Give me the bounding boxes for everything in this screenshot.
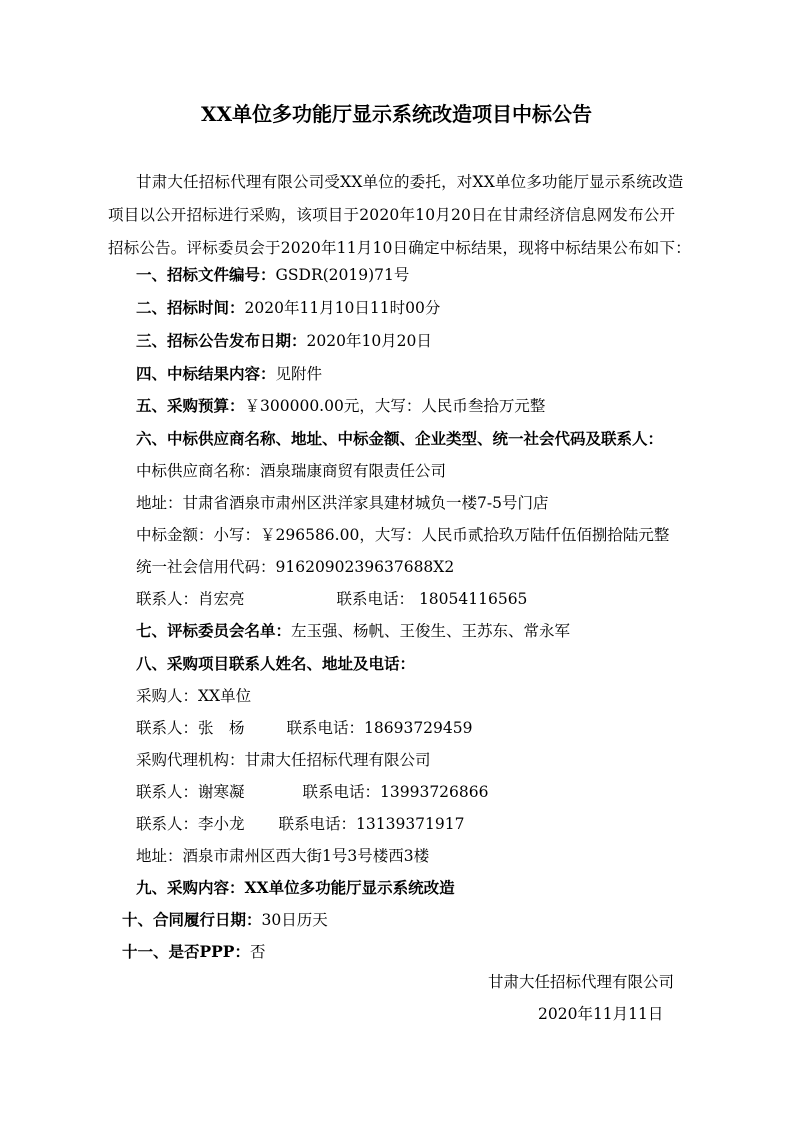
agency-address: 地址：酒泉市肃州区西大街1号3号楼西3楼	[136, 847, 430, 865]
supplier-contact	[136, 587, 527, 611]
item-value: 否	[249, 943, 266, 961]
item-value: 30日历天	[261, 911, 328, 929]
item-budget	[136, 394, 545, 418]
item-label: 五、采购预算：	[136, 396, 245, 415]
item-publish-date	[136, 329, 432, 353]
item-label: 十、合同履行日期：	[122, 910, 262, 929]
item-value: XX单位多功能厅显示系统改造	[244, 878, 455, 897]
item-value: GSDR(2019)71号	[275, 266, 410, 284]
bid-amount: 中标金额：小写：￥296586.00，大写：人民币贰拾玖万陆仟伍佰捌拾陆元整	[136, 526, 670, 544]
credit-code: 统一社会信用代码：9162090239637688X2	[136, 558, 455, 576]
supplier-name: 中标供应商名称：酒泉瑞康商贸有限责任公司	[136, 462, 447, 480]
item-label: 八、采购项目联系人姓名、地址及电话：	[136, 654, 416, 673]
contact-name: 联系人：肖宏亮	[136, 590, 245, 608]
item-committee	[136, 619, 570, 643]
intro-line-3: 招标公告。评标委员会于2020年11月10日确定中标结果，现将中标结果公布如下：	[108, 239, 691, 257]
signature-date: 2020年11月11日	[538, 1005, 664, 1023]
contact-phone: 联系电话：13139371917	[278, 815, 465, 833]
signature-company: 甘肃大任招标代理有限公司	[488, 973, 675, 991]
item-value: 2020年10月20日	[306, 332, 432, 350]
agency-contact-1	[136, 780, 489, 804]
item-ppp	[122, 940, 265, 964]
contact-phone: 联系电话： 18054116565	[336, 590, 528, 608]
item-result-content	[136, 362, 322, 386]
item-bid-time	[136, 296, 440, 320]
item-purchaser-heading	[136, 652, 415, 676]
item-value: 2020年11月10日11时00分	[244, 299, 441, 317]
contact-name: 联系人：张 杨	[136, 719, 245, 737]
contact-phone: 联系电话：13993726866	[302, 783, 489, 801]
item-label: 九、采购内容：	[136, 878, 245, 897]
item-label: 十一、是否PPP：	[122, 942, 250, 961]
item-label: 三、招标公告发布日期：	[136, 331, 307, 350]
item-label: 六、中标供应商名称、地址、中标金额、企业类型、统一社会代码及联系人：	[136, 429, 664, 448]
item-value: 见附件	[275, 365, 323, 383]
supplier-address: 地址：甘肃省酒泉市肃州区洪洋家具建材城负一楼7-5号门店	[136, 494, 549, 512]
purchaser-contact	[136, 716, 473, 740]
item-label: 一、招标文件编号：	[136, 265, 276, 284]
purchaser: 采购人：XX单位	[136, 687, 252, 705]
item-value: 左玉强、杨帆、王俊生、王苏东、常永军	[291, 622, 571, 640]
contact-phone: 联系电话：18693729459	[286, 719, 473, 737]
item-content	[136, 876, 455, 900]
item-doc-no	[136, 263, 409, 287]
item-label: 七、评标委员会名单：	[136, 621, 292, 640]
item-label: 四、中标结果内容：	[136, 364, 276, 383]
item-contract-period	[122, 908, 328, 932]
contact-name: 联系人：李小龙	[136, 815, 245, 833]
item-supplier-heading	[136, 427, 663, 451]
page-title: XX单位多功能厅显示系统改造项目中标公告	[200, 102, 593, 126]
intro-paragraph	[108, 166, 706, 265]
item-value: ￥300000.00元，大写：人民币叁拾万元整	[244, 397, 546, 415]
intro-line-1: 甘肃大任招标代理有限公司受XX单位的委托，对XX单位多功能厅显示系统改造	[136, 173, 684, 191]
contact-name: 联系人：谢寒凝	[136, 783, 245, 801]
agency-contact-2	[136, 812, 465, 836]
intro-line-2: 项目以公开招标进行采购，该项目于2020年10月20日在甘肃经济信息网发布公开	[108, 206, 676, 224]
item-label: 二、招标时间：	[136, 298, 245, 317]
agency: 采购代理机构：甘肃大任招标代理有限公司	[136, 751, 431, 769]
